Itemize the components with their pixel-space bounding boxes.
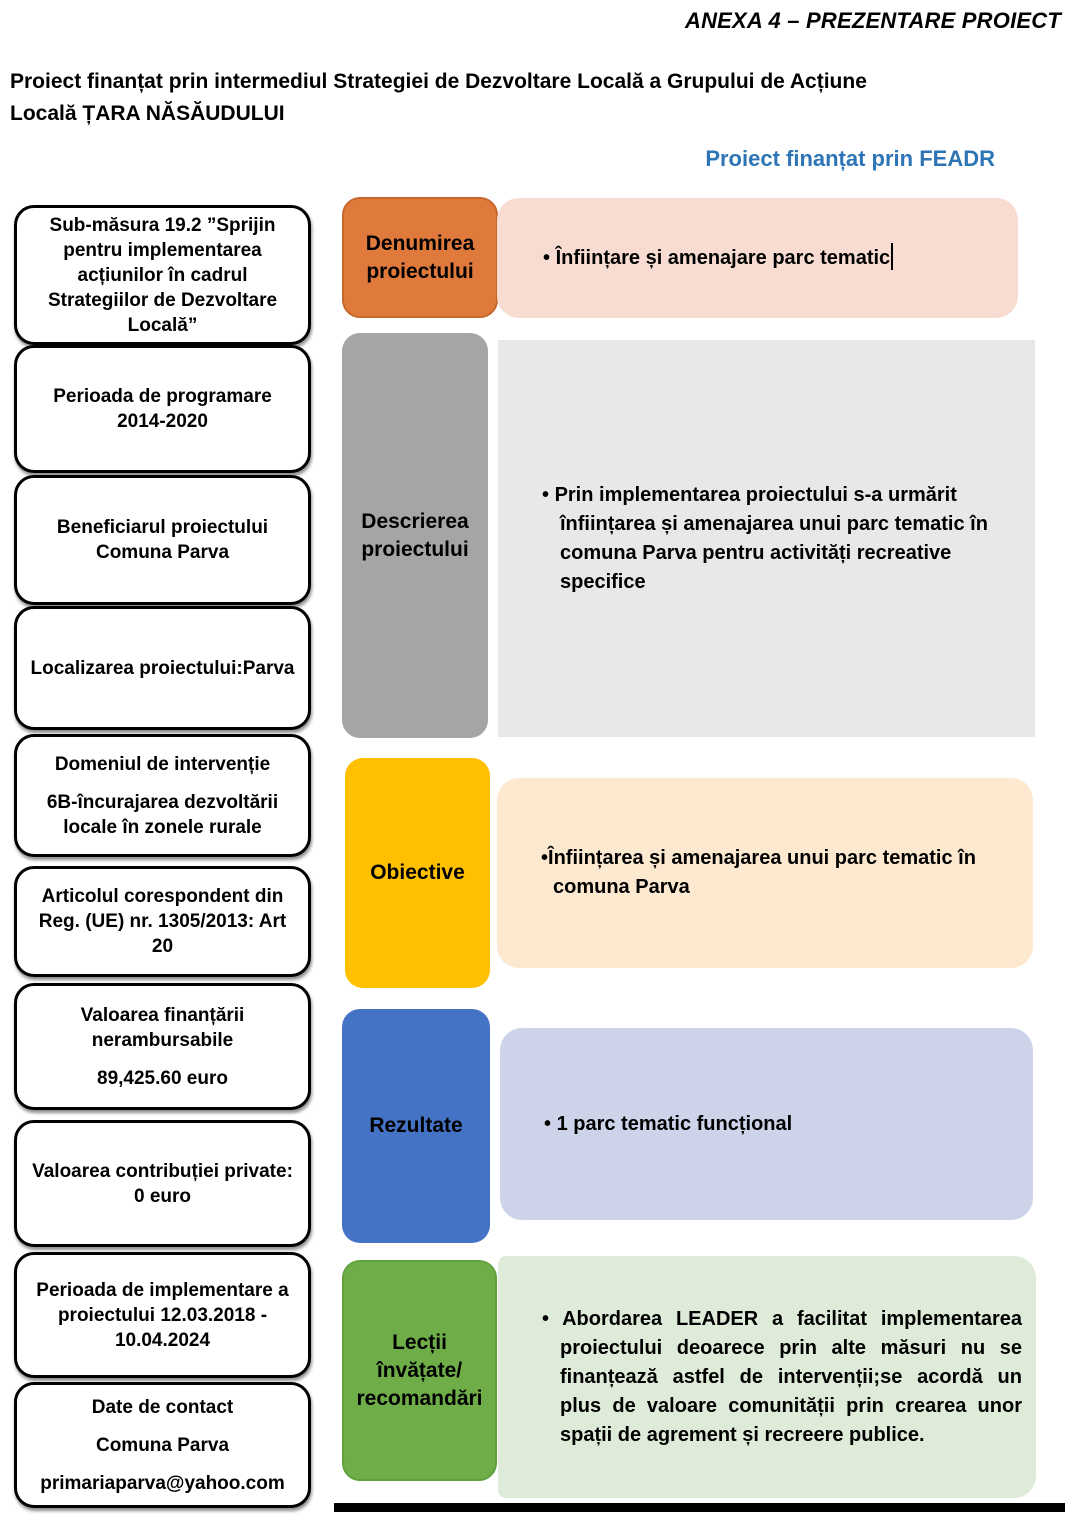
info-box-valoare-finantare xyxy=(14,983,311,1110)
anexa-title: ANEXA 4 – PREZENTARE PROIECT xyxy=(685,8,1061,33)
row-bullet-text xyxy=(542,1305,1022,1450)
row-label-denumirea xyxy=(342,197,498,318)
page-title xyxy=(10,66,1060,130)
info-box-text: Date de contact xyxy=(91,1396,234,1418)
bullet-glyph: • xyxy=(542,1307,563,1330)
info-box-text: Sub-măsura 19.2 ”Sprijin pentru implementarea acțiunilor în cadrul Strategiilor de Dezvoltare Locală” xyxy=(47,214,278,336)
info-box-perioada-programare xyxy=(14,345,311,473)
row-label-rezultate xyxy=(342,1009,490,1243)
info-box-text: 6B-încurajarea dezvoltării locale în zonele rurale xyxy=(46,791,279,838)
contact-email: primariaparva@yahoo.com xyxy=(40,1472,285,1494)
funding-note: Proiect finanțat prin FEADR xyxy=(705,146,995,171)
page-title-line-2: Locală ȚARA NĂSĂUDULUI xyxy=(10,102,285,125)
row-text: Înființare și amenajare parc tematic xyxy=(555,247,891,269)
info-box-value: 89,425.60 euro xyxy=(97,1067,228,1089)
row-label-descrierea xyxy=(342,333,488,738)
row-bullet-text xyxy=(544,1110,1022,1139)
info-box-text: Articolul corespondent din Reg. (UE) nr. 1305/2013: Art 20 xyxy=(38,886,287,957)
row-bullet-text xyxy=(542,481,1020,597)
info-box-localizare xyxy=(14,606,311,730)
info-box-text: Perioada de programare 2014-2020 xyxy=(53,386,272,432)
bottom-divider-line xyxy=(334,1503,1065,1512)
info-box-text: Valoarea finanțării nerambursabile xyxy=(80,1004,245,1051)
info-box-beneficiar xyxy=(14,475,311,605)
info-box-text: Beneficiarul proiectului Comuna Parva xyxy=(56,517,269,563)
info-box-articol-corespondent xyxy=(14,866,311,977)
row-content-denumirea[interactable] xyxy=(497,198,1018,318)
row-content-obiective xyxy=(497,778,1033,968)
info-box-perioada-implementare xyxy=(14,1252,311,1378)
bullet-glyph: • xyxy=(542,483,555,506)
info-box-text: Localizarea proiectului:Parva xyxy=(30,657,295,679)
info-box-text: Perioada de implementare a proiectului 12.03.2018 - 10.04.2024 xyxy=(36,1279,289,1351)
info-box-date-contact xyxy=(14,1382,311,1508)
row-label-obiective xyxy=(345,758,490,988)
row-text: Înființarea și amenajarea unui parc tematic în comuna Parva xyxy=(548,847,976,898)
row-text: 1 parc tematic funcțional xyxy=(556,1112,793,1135)
bullet-glyph: • xyxy=(543,247,556,269)
row-bullet-text xyxy=(543,243,1001,273)
page-title-line-1: Proiect finanțat prin intermediul Strategiei de Dezvoltare Locală a Grupului de Acțiune xyxy=(10,70,867,93)
row-label-text: Denumirea proiectului xyxy=(365,231,475,283)
row-bullet-text xyxy=(541,844,1013,902)
row-text: Prin implementarea proiectului s-a urmărit înființarea și amenajarea unui parc tematic în comuna Parva pentru activități recreative specifice xyxy=(554,483,988,593)
info-box-text: Valoarea contribuției private: 0 euro xyxy=(32,1160,293,1207)
bullet-glyph: • xyxy=(544,1112,557,1135)
text-cursor xyxy=(891,243,893,270)
row-content-lectii xyxy=(498,1256,1036,1498)
row-label-text: Descrierea proiectului xyxy=(361,509,469,561)
info-box-contributie-privata xyxy=(14,1120,311,1247)
row-content-descrierea xyxy=(498,340,1035,737)
info-box-domeniu-interventie xyxy=(14,734,311,857)
row-text: Abordarea LEADER a facilitat implementarea proiectului deoarece prin alte măsuri nu se finanțează astfel de intervenții;se acordă un plus de valoare comunității prin crearea unor spații de agrement și recreere publice. xyxy=(560,1307,1022,1446)
info-box-sub-masura xyxy=(14,205,311,345)
row-label-lectii xyxy=(342,1260,497,1481)
row-content-rezultate xyxy=(500,1028,1033,1220)
bullet-glyph: • xyxy=(541,847,549,869)
row-label-text: Lecții învățate/ recomandări xyxy=(356,1330,483,1410)
info-box-text: Comuna Parva xyxy=(95,1434,230,1456)
row-label-text: Obiective xyxy=(370,861,465,884)
info-box-text: Domeniul de intervenție xyxy=(54,753,271,775)
row-label-text: Rezultate xyxy=(369,1114,463,1137)
